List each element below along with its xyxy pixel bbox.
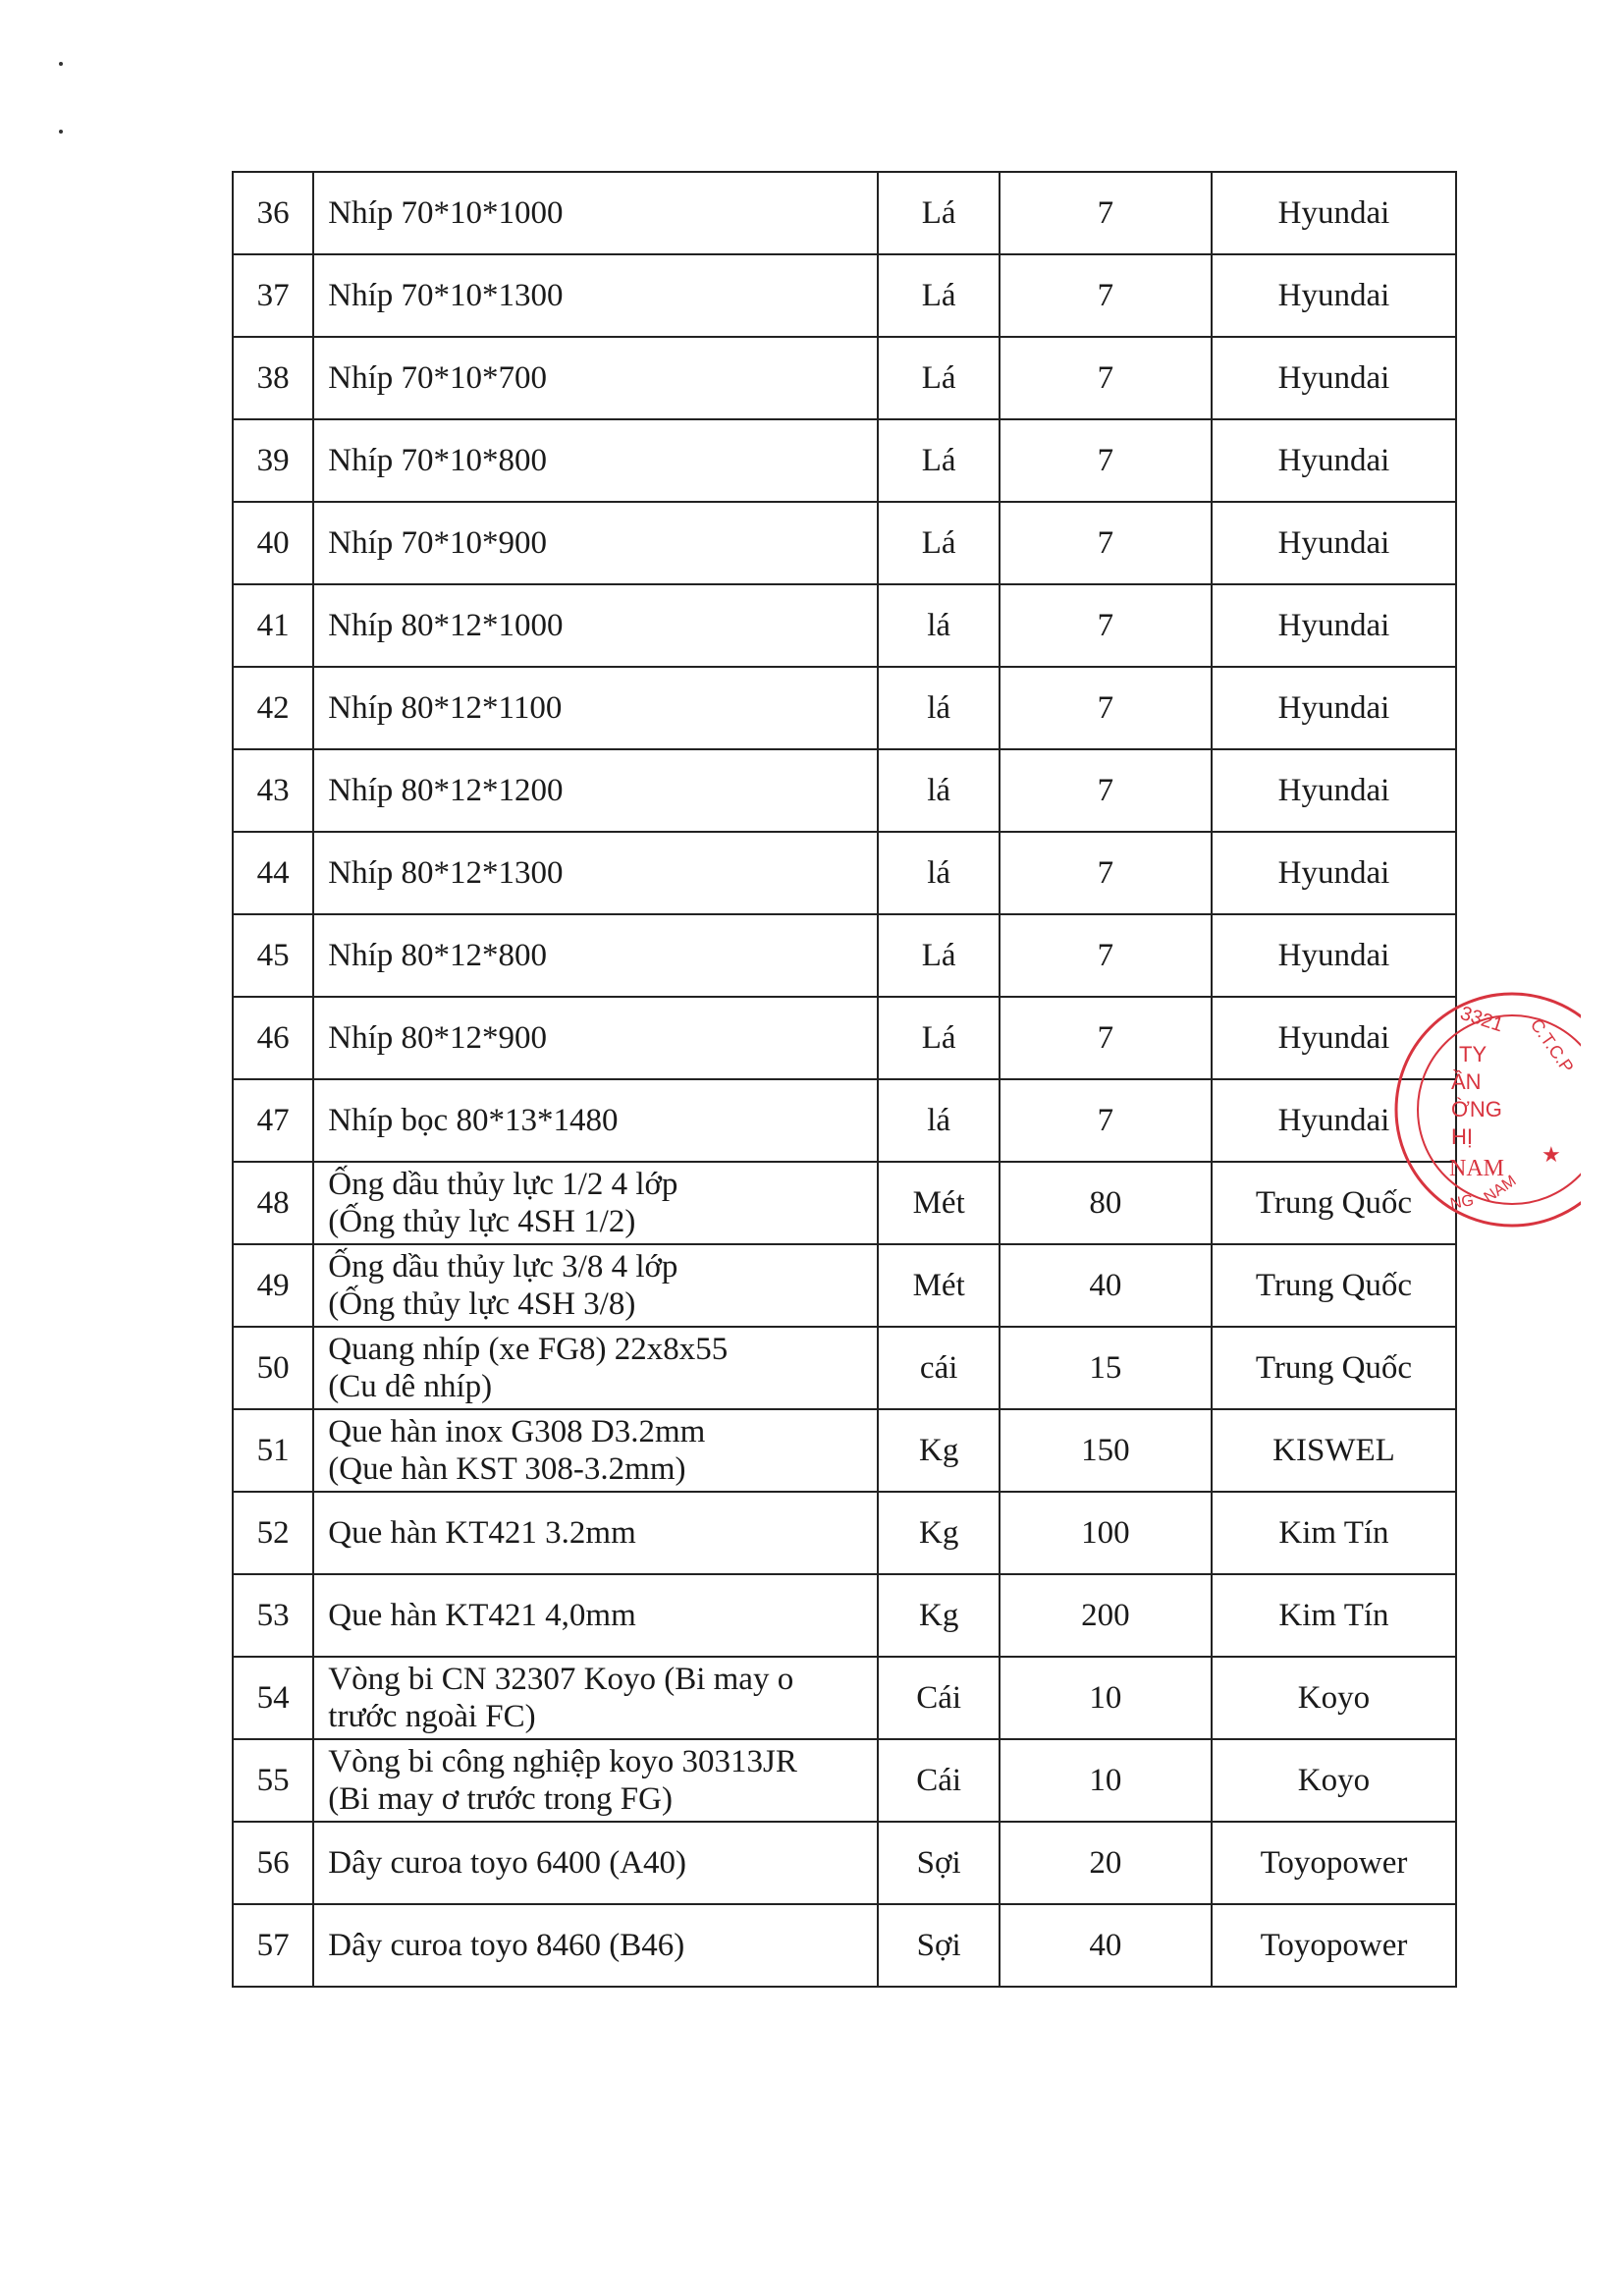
row-number-cell: 39 bbox=[233, 419, 313, 502]
item-name-line: (Bi may ơ trước trong FG) bbox=[328, 1781, 673, 1817]
scan-speck bbox=[59, 62, 63, 66]
unit-cell: cái bbox=[878, 1327, 999, 1409]
item-name-line: Vòng bi công nghiệp koyo 30313JR bbox=[328, 1744, 797, 1779]
quantity-cell: 7 bbox=[1000, 254, 1212, 337]
row-number-cell: 40 bbox=[233, 502, 313, 584]
origin-cell: Hyundai bbox=[1212, 667, 1456, 749]
item-name-cell bbox=[313, 1492, 878, 1574]
unit-cell: Cái bbox=[878, 1739, 999, 1822]
item-name-line: Nhíp 80*12*900 bbox=[328, 1020, 548, 1056]
row-number-cell: 44 bbox=[233, 832, 313, 914]
quantity-cell: 200 bbox=[1000, 1574, 1212, 1657]
item-name-line: Ống dầu thủy lực 1/2 4 lớp bbox=[328, 1167, 678, 1202]
quantity-cell: 150 bbox=[1000, 1409, 1212, 1492]
quantity-cell: 7 bbox=[1000, 337, 1212, 419]
item-name-cell bbox=[313, 1162, 878, 1244]
item-name-cell bbox=[313, 1739, 878, 1822]
row-number-cell: 45 bbox=[233, 914, 313, 997]
unit-cell: Sợi bbox=[878, 1822, 999, 1904]
item-name-line: Que hàn KT421 4,0mm bbox=[328, 1598, 636, 1633]
row-number-cell: 47 bbox=[233, 1079, 313, 1162]
inventory-table bbox=[232, 171, 1457, 1988]
row-number-cell: 37 bbox=[233, 254, 313, 337]
unit-cell: Lá bbox=[878, 419, 999, 502]
item-name-line: Nhíp 70*10*800 bbox=[328, 443, 548, 478]
unit-cell: Mét bbox=[878, 1244, 999, 1327]
quantity-cell: 10 bbox=[1000, 1739, 1212, 1822]
inventory-table-wrapper bbox=[232, 171, 1457, 1988]
unit-cell: Kg bbox=[878, 1409, 999, 1492]
table-row bbox=[233, 1162, 1456, 1244]
origin-cell: Trung Quốc bbox=[1212, 1327, 1456, 1409]
item-name-line: Quang nhíp (xe FG8) 22x8x55 bbox=[328, 1332, 729, 1367]
table-row bbox=[233, 1657, 1456, 1739]
item-name-cell bbox=[313, 502, 878, 584]
row-number-cell: 49 bbox=[233, 1244, 313, 1327]
row-number-cell: 43 bbox=[233, 749, 313, 832]
quantity-cell: 10 bbox=[1000, 1657, 1212, 1739]
origin-cell: Hyundai bbox=[1212, 337, 1456, 419]
item-name-line: trước ngoài FC) bbox=[328, 1699, 536, 1734]
item-name-cell bbox=[313, 1079, 878, 1162]
item-name-cell bbox=[313, 1657, 878, 1739]
origin-cell: KISWEL bbox=[1212, 1409, 1456, 1492]
origin-cell: Koyo bbox=[1212, 1657, 1456, 1739]
origin-cell: Hyundai bbox=[1212, 1079, 1456, 1162]
item-name-line: Que hàn KT421 3.2mm bbox=[328, 1515, 636, 1551]
item-name-line: (Cu dê nhíp) bbox=[328, 1369, 493, 1404]
quantity-cell: 7 bbox=[1000, 502, 1212, 584]
table-row bbox=[233, 667, 1456, 749]
table-row bbox=[233, 1409, 1456, 1492]
svg-text:C.T.C.P: C.T.C.P bbox=[1526, 1014, 1578, 1077]
item-name-cell bbox=[313, 667, 878, 749]
quantity-cell: 7 bbox=[1000, 172, 1212, 254]
row-number-cell: 48 bbox=[233, 1162, 313, 1244]
unit-cell: Lá bbox=[878, 172, 999, 254]
row-number-cell: 46 bbox=[233, 997, 313, 1079]
origin-cell: Hyundai bbox=[1212, 419, 1456, 502]
table-row bbox=[233, 337, 1456, 419]
row-number-cell: 36 bbox=[233, 172, 313, 254]
table-row bbox=[233, 914, 1456, 997]
table-row bbox=[233, 1327, 1456, 1409]
item-name-cell bbox=[313, 1244, 878, 1327]
origin-cell: Hyundai bbox=[1212, 502, 1456, 584]
item-name-line: (Ống thủy lực 4SH 3/8) bbox=[328, 1286, 636, 1322]
item-name-cell bbox=[313, 1904, 878, 1987]
row-number-cell: 52 bbox=[233, 1492, 313, 1574]
origin-cell: Kim Tín bbox=[1212, 1492, 1456, 1574]
quantity-cell: 7 bbox=[1000, 419, 1212, 502]
unit-cell: Lá bbox=[878, 254, 999, 337]
item-name-cell bbox=[313, 172, 878, 254]
table-row bbox=[233, 172, 1456, 254]
item-name-line: Ống dầu thủy lực 3/8 4 lớp bbox=[328, 1249, 678, 1285]
item-name-cell bbox=[313, 749, 878, 832]
quantity-cell: 20 bbox=[1000, 1822, 1212, 1904]
item-name-line: Nhíp bọc 80*13*1480 bbox=[328, 1103, 619, 1138]
item-name-line: Nhíp 80*12*1000 bbox=[328, 608, 564, 643]
item-name-line: Nhíp 70*10*1300 bbox=[328, 278, 564, 313]
svg-text:ẦN: ẦN bbox=[1451, 1069, 1482, 1094]
unit-cell: Lá bbox=[878, 337, 999, 419]
quantity-cell: 7 bbox=[1000, 584, 1212, 667]
origin-cell: Hyundai bbox=[1212, 254, 1456, 337]
item-name-line: Nhíp 70*10*1000 bbox=[328, 195, 564, 231]
origin-cell: Hyundai bbox=[1212, 832, 1456, 914]
unit-cell: lá bbox=[878, 832, 999, 914]
item-name-cell bbox=[313, 1574, 878, 1657]
company-seal bbox=[1394, 967, 1581, 1252]
origin-cell: Hyundai bbox=[1212, 172, 1456, 254]
item-name-line: Nhíp 80*12*1200 bbox=[328, 773, 564, 808]
inventory-table-body bbox=[233, 172, 1456, 1987]
quantity-cell: 7 bbox=[1000, 832, 1212, 914]
item-name-cell bbox=[313, 337, 878, 419]
quantity-cell: 100 bbox=[1000, 1492, 1212, 1574]
quantity-cell: 40 bbox=[1000, 1244, 1212, 1327]
item-name-cell bbox=[313, 997, 878, 1079]
svg-text:NAM: NAM bbox=[1449, 1156, 1505, 1181]
unit-cell: Mét bbox=[878, 1162, 999, 1244]
item-name-cell bbox=[313, 584, 878, 667]
item-name-cell bbox=[313, 1409, 878, 1492]
svg-text:HỊ: HỊ bbox=[1451, 1124, 1473, 1149]
table-row bbox=[233, 254, 1456, 337]
row-number-cell: 55 bbox=[233, 1739, 313, 1822]
table-row bbox=[233, 1904, 1456, 1987]
unit-cell: Kg bbox=[878, 1574, 999, 1657]
item-name-line: (Ống thủy lực 4SH 1/2) bbox=[328, 1204, 636, 1239]
table-row bbox=[233, 749, 1456, 832]
item-name-cell bbox=[313, 832, 878, 914]
quantity-cell: 7 bbox=[1000, 667, 1212, 749]
item-name-line: Nhíp 80*12*1300 bbox=[328, 855, 564, 891]
unit-cell: Lá bbox=[878, 502, 999, 584]
scan-speck bbox=[59, 130, 63, 134]
svg-text:NAM: NAM bbox=[1481, 1172, 1520, 1207]
quantity-cell: 80 bbox=[1000, 1162, 1212, 1244]
origin-cell: Trung Quốc bbox=[1212, 1162, 1456, 1244]
quantity-cell: 7 bbox=[1000, 1079, 1212, 1162]
unit-cell: Cái bbox=[878, 1657, 999, 1739]
svg-text:3321: 3321 bbox=[1457, 1002, 1506, 1037]
table-row bbox=[233, 997, 1456, 1079]
unit-cell: lá bbox=[878, 667, 999, 749]
item-name-cell bbox=[313, 914, 878, 997]
unit-cell: Sợi bbox=[878, 1904, 999, 1987]
item-name-cell bbox=[313, 1822, 878, 1904]
row-number-cell: 56 bbox=[233, 1822, 313, 1904]
svg-text:TY: TY bbox=[1459, 1042, 1488, 1066]
quantity-cell: 7 bbox=[1000, 997, 1212, 1079]
origin-cell: Toyopower bbox=[1212, 1822, 1456, 1904]
quantity-cell: 15 bbox=[1000, 1327, 1212, 1409]
row-number-cell: 50 bbox=[233, 1327, 313, 1409]
quantity-cell: 40 bbox=[1000, 1904, 1212, 1987]
table-row bbox=[233, 502, 1456, 584]
origin-cell: Trung Quốc bbox=[1212, 1244, 1456, 1327]
table-row bbox=[233, 1739, 1456, 1822]
item-name-line: Que hàn inox G308 D3.2mm bbox=[328, 1414, 706, 1449]
item-name-line: (Que hàn KST 308-3.2mm) bbox=[328, 1451, 686, 1487]
svg-text:★: ★ bbox=[1542, 1142, 1561, 1167]
table-row bbox=[233, 1822, 1456, 1904]
unit-cell: Lá bbox=[878, 997, 999, 1079]
unit-cell: lá bbox=[878, 584, 999, 667]
quantity-cell: 7 bbox=[1000, 749, 1212, 832]
origin-cell: Hyundai bbox=[1212, 997, 1456, 1079]
table-row bbox=[233, 1079, 1456, 1162]
item-name-line: Nhíp 80*12*800 bbox=[328, 938, 548, 973]
row-number-cell: 54 bbox=[233, 1657, 313, 1739]
row-number-cell: 53 bbox=[233, 1574, 313, 1657]
unit-cell: lá bbox=[878, 1079, 999, 1162]
item-name-line: Nhíp 80*12*1100 bbox=[328, 690, 563, 726]
item-name-cell bbox=[313, 419, 878, 502]
item-name-cell bbox=[313, 1327, 878, 1409]
row-number-cell: 41 bbox=[233, 584, 313, 667]
row-number-cell: 51 bbox=[233, 1409, 313, 1492]
table-row bbox=[233, 832, 1456, 914]
row-number-cell: 42 bbox=[233, 667, 313, 749]
unit-cell: Lá bbox=[878, 914, 999, 997]
quantity-cell: 7 bbox=[1000, 914, 1212, 997]
table-row bbox=[233, 1492, 1456, 1574]
item-name-line: Nhíp 70*10*900 bbox=[328, 525, 548, 561]
origin-cell: Toyopower bbox=[1212, 1904, 1456, 1987]
origin-cell: Hyundai bbox=[1212, 584, 1456, 667]
table-row bbox=[233, 584, 1456, 667]
origin-cell: Hyundai bbox=[1212, 749, 1456, 832]
table-row bbox=[233, 1244, 1456, 1327]
unit-cell: lá bbox=[878, 749, 999, 832]
item-name-line: Nhíp 70*10*700 bbox=[328, 360, 548, 396]
row-number-cell: 57 bbox=[233, 1904, 313, 1987]
svg-text:ỜNG: ỜNG bbox=[1451, 1097, 1502, 1121]
table-row bbox=[233, 1574, 1456, 1657]
item-name-cell bbox=[313, 254, 878, 337]
row-number-cell: 38 bbox=[233, 337, 313, 419]
item-name-line: Dây curoa toyo 8460 (B46) bbox=[328, 1928, 685, 1963]
svg-text:NG: NG bbox=[1448, 1192, 1476, 1213]
item-name-line: Vòng bi CN 32307 Koyo (Bi may o bbox=[328, 1662, 794, 1697]
origin-cell: Hyundai bbox=[1212, 914, 1456, 997]
unit-cell: Kg bbox=[878, 1492, 999, 1574]
origin-cell: Kim Tín bbox=[1212, 1574, 1456, 1657]
origin-cell: Koyo bbox=[1212, 1739, 1456, 1822]
item-name-line: Dây curoa toyo 6400 (A40) bbox=[328, 1845, 687, 1881]
table-row bbox=[233, 419, 1456, 502]
